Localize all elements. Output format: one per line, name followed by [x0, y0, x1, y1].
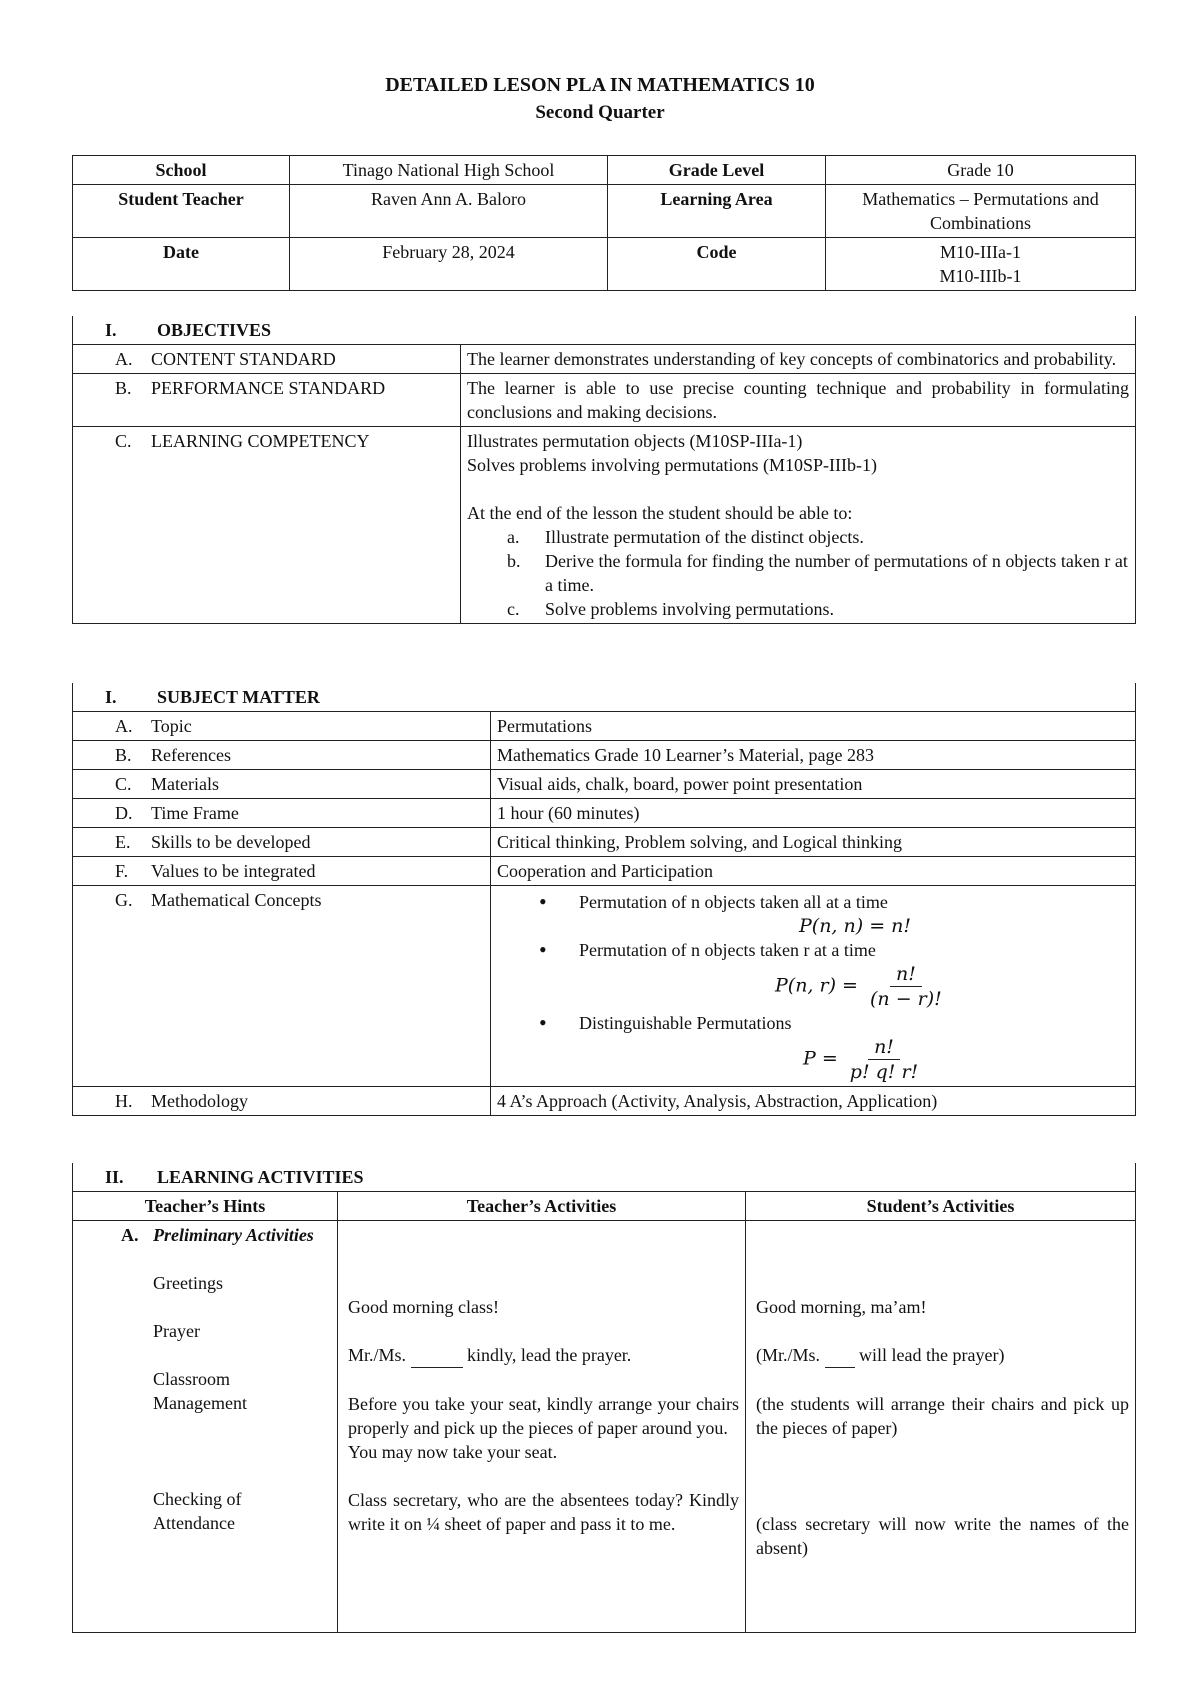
subject-row-label: B. References: [73, 741, 491, 770]
teacher-label: Student Teacher: [73, 185, 290, 238]
document-title: DETAILED LESON PLA IN MATHEMATICS 10: [385, 74, 815, 96]
teacher-attendance: Class secretary, who are the absentees today? Kindly write it on ¼ sheet of paper and pass it to me.: [348, 1490, 739, 1534]
objectives-heading: I. OBJECTIVES: [73, 316, 1136, 345]
school-value: Tinago National High School: [290, 156, 608, 185]
subject-row-value: Permutations: [491, 712, 1136, 741]
learning-competency-text: Illustrates permutation objects (M10SP-IIIa-1) Solves problems involving permutations (M10SP-IIIb-1) At the end of the lesson the student should be able to: a. Illustrate permutation of the distinct objects. b. Derive the formula for finding the number of permutations of n objects taken r at a time. c. Solve problems involving permutations.: [461, 427, 1136, 624]
subject-row-value: Cooperation and Participation: [491, 857, 1136, 886]
learning-competency-label: C. LEARNING COMPETENCY: [73, 427, 461, 624]
student-attendance: (class secretary will now write the names of the absent): [756, 1514, 1129, 1558]
blank-line: [411, 1343, 463, 1368]
blank-line: [825, 1343, 855, 1368]
subject-row-value: Mathematics Grade 10 Learner’s Material, page 283: [491, 741, 1136, 770]
teacher-classroom: Before you take your seat, kindly arrange your chairs properly and pick up the pieces of paper around you.: [348, 1394, 739, 1438]
subject-row-value: Visual aids, chalk, board, power point presentation: [491, 770, 1136, 799]
student-greeting: Good morning, ma’am!: [756, 1297, 927, 1317]
activities-heading: II. LEARNING ACTIVITIES: [73, 1163, 1136, 1192]
prelim-heading: A. Preliminary Activities: [121, 1225, 314, 1245]
concept-item: • Distinguishable Permutations P = $\frac{n!}{p! q! r!}$: [535, 1011, 1129, 1084]
date-value: February 28, 2024: [290, 238, 608, 291]
subject-row-label: D. Time Frame: [73, 799, 491, 828]
concept-item: • Permutation of n objects taken all at a time P(n, n) = n!: [535, 890, 1129, 938]
subject-row-label: C. Materials: [73, 770, 491, 799]
performance-standard-label: B. PERFORMANCE STANDARD: [73, 374, 461, 427]
hint-prayer: Prayer: [153, 1321, 200, 1341]
code-line-1: M10-IIIa-1: [940, 242, 1021, 262]
code-label: Code: [608, 238, 826, 291]
methodology-label: H. Methodology: [73, 1087, 491, 1116]
concepts-value: [491, 886, 1136, 1087]
performance-standard-text: The learner is able to use precise counting technique and probability in formulating conclusions and making decisions.: [461, 374, 1136, 427]
area-value: Mathematics – Permutations and Combinations: [826, 185, 1136, 238]
date-label: Date: [73, 238, 290, 291]
student-classroom: (the students will arrange their chairs and pick up the pieces of paper): [756, 1394, 1129, 1438]
hint-attendance: Checking of Attendance: [153, 1489, 242, 1533]
objective-item: a. Illustrate permutation of the distinct objects.: [507, 527, 864, 547]
objective-item: b. Derive the formula for finding the number of permutations of n objects taken r at a time.: [507, 551, 1128, 595]
subject-row-label: A. Topic: [73, 712, 491, 741]
content-standard-text: The learner demonstrates understanding of key concepts of combinatorics and probability.: [461, 345, 1136, 374]
teacher-activities-cell: [338, 1221, 746, 1633]
concepts-label: G. Mathematical Concepts: [73, 886, 491, 1087]
teacher-value: Raven Ann A. Baloro: [290, 185, 608, 238]
subject-row-label: F. Values to be integrated: [73, 857, 491, 886]
grade-value: Grade 10: [826, 156, 1136, 185]
concept-item: • Permutation of n objects taken r at a time P(n, r) = $\frac{n!}{(n - r)!}$: [535, 938, 1129, 1011]
code-line-2: M10-IIIb-1: [939, 266, 1022, 286]
col-teacher-activities: Teacher’s Activities: [338, 1192, 746, 1221]
student-activities-cell: [746, 1221, 1136, 1633]
school-label: School: [73, 156, 290, 185]
grade-label: Grade Level: [608, 156, 826, 185]
objective-item: c. Solve problems involving permutations.: [507, 599, 834, 619]
objective-list: [467, 525, 1129, 621]
code-value: [826, 238, 1136, 291]
formula-permutation-r: P(n, r) = $\frac{n!}{(n - r)!}$: [775, 963, 942, 1010]
col-teacher-hints: Teacher’s Hints: [73, 1192, 338, 1221]
col-student-activities: Student’s Activities: [746, 1192, 1136, 1221]
subject-row-value: Critical thinking, Problem solving, and Logical thinking: [491, 828, 1136, 857]
subject-heading: I. SUBJECT MATTER: [73, 683, 1136, 712]
hint-greetings: Greetings: [153, 1273, 223, 1293]
info-table: [72, 155, 1136, 291]
teacher-seat: You may now take your seat.: [348, 1442, 558, 1462]
subject-matter-table: [72, 683, 1136, 1116]
student-prayer: (Mr./Ms. will lead the prayer): [756, 1343, 1129, 1368]
hint-classroom: Classroom Management: [153, 1369, 247, 1413]
teacher-greeting: Good morning class!: [348, 1297, 499, 1317]
teacher-prayer: Mr./Ms. kindly, lead the prayer.: [348, 1343, 739, 1368]
objectives-table: [72, 316, 1136, 624]
methodology-value: 4 A’s Approach (Activity, Analysis, Abstraction, Application): [491, 1087, 1136, 1116]
formula-distinguishable: P = $\frac{n!}{p! q! r!}$: [803, 1036, 919, 1083]
content-standard-label: A. CONTENT STANDARD: [73, 345, 461, 374]
document-subtitle: Second Quarter: [535, 102, 665, 123]
subject-row-value: 1 hour (60 minutes): [491, 799, 1136, 828]
subject-row-label: E. Skills to be developed: [73, 828, 491, 857]
formula-permutation-all: P(n, n) = n!: [799, 915, 912, 937]
learning-activities-table: [72, 1163, 1136, 1633]
concept-list: [497, 890, 1129, 1084]
area-label: Learning Area: [608, 185, 826, 238]
hints-cell: [73, 1221, 338, 1633]
